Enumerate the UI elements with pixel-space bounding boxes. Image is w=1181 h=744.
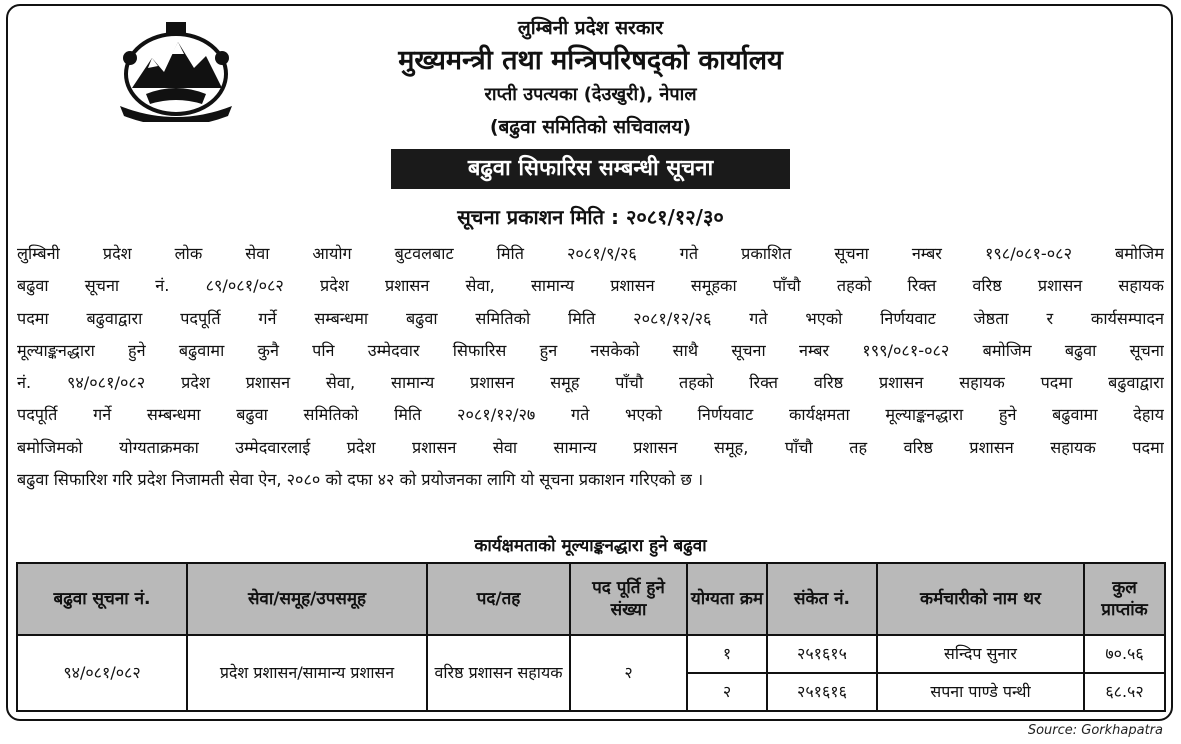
cell-notice-no: ९४/०८१/०८२ [17,635,187,711]
notice-title: बढुवा सिफारिस सम्बन्धी सूचना [391,149,790,189]
header-symbol: संकेत नं. [767,563,877,635]
body-line: बढुवा सिफारिश गरि प्रदेश निजामती सेवा ऐन, २०८० को दफा ४२ को प्रयोजनका लागि यो सूचना प्रकाशन गरिएको छ । [17,470,704,490]
cell-service: प्रदेश प्रशासन/सामान्य प्रशासन [187,635,427,711]
cell-merit: १ [687,635,767,673]
office-name: मुख्यमन्त्री तथा मन्त्रिपरिषद्को कार्यालय [398,45,783,76]
source-credit: Source: Gorkhapatra [1027,723,1163,738]
header-total: कुल प्राप्तांक [1084,563,1165,635]
header-post: पद/तह [427,563,570,635]
government-name: लुम्बिनी प्रदेश सरकार [517,17,664,39]
promotion-table [16,562,1166,712]
body-line: नं. ९४/०८१/०८२ प्रदेश प्रशासन सेवा, सामान्य प्रशासन समूह पाँचौ तहको रिक्त वरिष्ठ प्रशासन सहायक पदमा बढुवाद्वारा [17,373,1164,393]
header-notice-no: बढुवा सूचना नं. [17,563,187,635]
header-name: कर्मचारीको नाम थर [877,563,1084,635]
table-caption: कार्यक्षमताको मूल्याङ्कनद्धारा हुने बढुवा [474,536,707,556]
notice-body [17,238,1164,496]
body-line: लुम्बिनी प्रदेश लोक सेवा आयोग बुटवलबाट मिति २०८१/९/२६ गते प्रकाशित सूचना नम्बर १९८/०८१-०८२ बमोजिम [17,244,1164,263]
cell-positions: २ [570,635,687,711]
cell-total: ६८.५२ [1084,673,1165,711]
table-row [17,635,1165,673]
cell-symbol: २५१६१६ [767,673,877,711]
body-line: बमोजिमको योग्यताक्रमका उम्मेदवारलाई प्रदेश प्रशासन सेवा सामान्य प्रशासन समूह, पाँचौ तह वरिष्ठ प्रशासन सहायक पदमा [17,437,1164,457]
cell-name: सपना पाण्डे पन्थी [877,673,1084,711]
cell-symbol: २५१६१५ [767,635,877,673]
header-merit: योग्यता क्रम [687,563,767,635]
table-header-row [17,563,1165,635]
body-line: पदमा बढुवाद्वारा पदपूर्ति गर्ने सम्बन्धमा बढुवा समितिको मिति २०८१/१२/२६ गते भएको निर्णयवाट जेष्ठता र कार्यसम्पादन [17,308,1164,328]
body-line: मूल्याङ्कनद्धारा हुने बढुवामा कुनै पनि उम्मेदवार सिफारिस हुन नसकेको साथै सूचना नम्बर १९९/०८१-०८२ बमोजिम बढुवा सूचना [17,340,1164,360]
body-line: बढुवा सूचना नं. ८९/०८१/०८२ प्रदेश प्रशासन सेवा, सामान्य प्रशासन समूहका पाँचौ तहको रिक्त वरिष्ठ प्रशासन सहायक [17,276,1164,296]
cell-post: वरिष्ठ प्रशासन सहायक [427,635,570,711]
publication-date: सूचना प्रकाशन मिति : २०८१/१२/३० [457,205,724,229]
body-line: पदपूर्ति गर्ने सम्बन्धमा बढुवा समितिको मिति २०८१/१२/२७ गते भएको निर्णयवाट कार्यक्षमता मूल्याङ्कनद्धारा हुने बढुवामा देहाय [17,405,1164,425]
office-location: राप्ती उपत्यका (देउखुरी), नेपाल [484,84,697,105]
cell-total: ७०.५६ [1084,635,1165,673]
header-service: सेवा/समूह/उपसमूह [187,563,427,635]
cell-name: सन्दिप सुनार [877,635,1084,673]
cell-merit: २ [687,673,767,711]
header-positions: पद पूर्ति हुने संख्या [570,563,687,635]
secretariat-name: (बढुवा समितिको सचिवालय) [489,116,692,138]
